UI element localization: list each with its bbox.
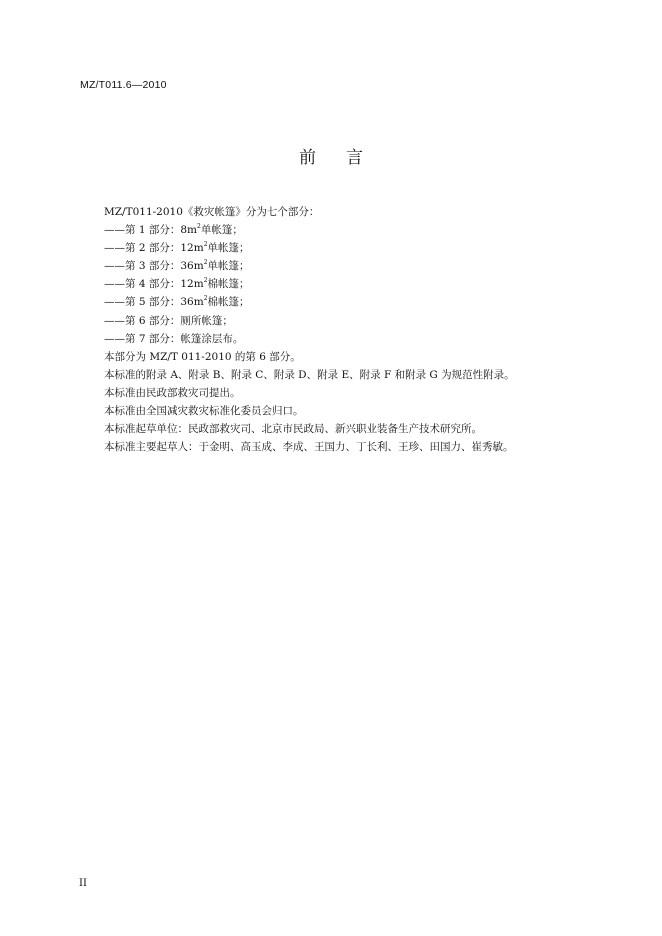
foreword-body — [104, 203, 602, 456]
page-number: II — [79, 878, 87, 889]
part-item: ——第 3 部分：$36m^2$单帐篷； — [104, 259, 250, 273]
part-item: ——第 7 部分：帐篷涂层布。 — [104, 332, 244, 345]
paragraph-annexes: 本标准的附录 A、附录 B、附录 C、附录 D、附录 E、附录 F 和附录 G 为规范性附录。 — [104, 368, 515, 381]
paragraph-proposer: 本标准由民政部救灾司提出。 — [104, 386, 241, 399]
part-item: ——第 5 部分：$36m^2$棉帐篷； — [104, 295, 250, 309]
intro-line: MZ/T011-2010《救灾帐篷》分为七个部分： — [104, 206, 320, 218]
paragraph-drafters: 本标准主要起草人：于金明、高玉成、李成、王国力、丁长利、王珍、田国力、崔秀敏。 — [104, 441, 514, 454]
title-char-1: 前 — [299, 148, 316, 168]
standard-code-header: MZ/T011.6—2010 — [80, 79, 167, 91]
page-title — [0, 143, 662, 168]
title-char-2: 言 — [346, 148, 363, 168]
paragraph-scope: 本部分为 MZ/T 011-2010 的第 6 部分。 — [104, 350, 301, 363]
part-item: ——第 4 部分：$12m^2$棉帐篷； — [104, 277, 250, 291]
part-item: ——第 2 部分：$12m^2$单帐篷； — [104, 241, 250, 255]
paragraph-drafting-units: 本标准起草单位：民政部救灾司、北京市民政局、新兴职业装备生产技术研究所。 — [104, 423, 482, 436]
part-item: ——第 1 部分：$8m^2$单帐篷； — [104, 223, 243, 237]
paragraph-committee: 本标准由全国减灾救灾标准化委员会归口。 — [104, 405, 304, 418]
part-item: ——第 6 部分：厕所帐篷； — [104, 314, 233, 327]
